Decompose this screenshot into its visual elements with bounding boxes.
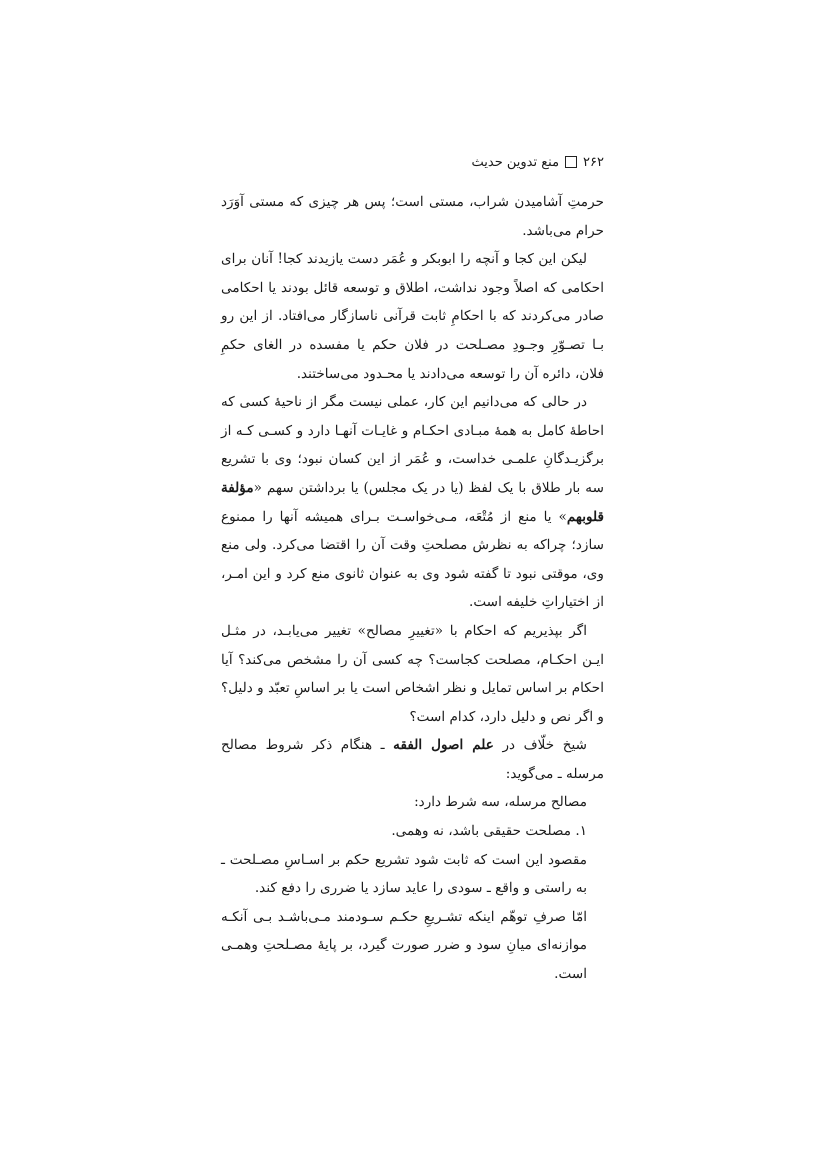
paragraph-1: حرمتِ آشامیدن شراب، مستی است؛ پس هر چیزی که مستی آوَرَد حرام می‌باشد. [221, 194, 604, 239]
quote-paragraph-1: مقصود این است که ثابت شود تشریع حکم بر اسـاسِ مصـلحت ـ به راستی و واقع ـ سودی را عاید سازد یا ضرری را دفع کند. [221, 851, 587, 897]
paragraph-3-text-b: » یا منع از مُتْعَه، مـی‌خواسـت بـرای همیشه آنها را ممنوع سازد؛ چراکه به نظرش مصلحتِ وقت آن را اقتضا می‌کرد. ولی منع وی، موقتی نبود تا گفته شود وی به عنوان ثانوی منع کرد و این امـر، از اختیاراتِ خلیفه است. [221, 508, 604, 611]
paragraph-4: اگر بپذیریم که احکام با «تغییرِ مصالح» تغییر می‌یابـد، در مثـل ایـن احکـام، مصلحت کجاست؟ چه کسی آن را مشخص می‌کند؟ آیا احکام بر اساس تمایل و نظر اشخاص است یا بر اساسِ تعبّد و دلیل؟ و اگر نص و دلیل دارد، کدام است؟ [221, 622, 604, 725]
paragraph-5-text-a: شیخ خلّاف در [493, 737, 587, 754]
paragraph-5 [221, 731, 604, 788]
quote-line-2: ۱. مصلحت حقیقی باشد، نه وهمی. [391, 823, 587, 840]
paragraph-5-text-b: ـ هنگام ذکر شروط مصالح مرسله ـ می‌گوید: [221, 737, 604, 782]
block-quote [221, 788, 604, 988]
square-ornament-icon [565, 156, 577, 168]
paragraph-2: لیکن این کجا و آنچه را ابوبکر و عُمَر دست یازیدند کجا! آنان برای احکامی که اصلاً وجود نداشت، اطلاق و توسعه قائل بودند یا احکامی صادر می‌کردند که با احکامِ ثابت قرآنی ناسازگار می‌افتاد. از این رو بـا تصـوّرِ وجـودِ مصـلحت در فلان حکم یا مفسده در الغای حکمِ فلان، دائره آن را توسعه می‌دادند یا محـدود می‌ساختند. [221, 251, 604, 382]
page-header [221, 150, 604, 174]
paragraph-3-bold-term: مؤلفة قلوبهم [221, 479, 604, 525]
paragraph-5-book-name: علم اصول الفقه [393, 737, 494, 754]
quote-line-1: مصالح مرسله، سه شرط دارد: [414, 794, 587, 811]
page-number: ۲۶۲ [583, 154, 604, 170]
quote-paragraph-2: امّا صرفِ توهّم اینکه تشـریعِ حکـم سـودمند مـی‌باشـد بـی آنکـه موازنه‌ای میانِ سود و ضرر صورت گیرد، بر پایهٔ مصـلحتِ وهمـی است. [221, 908, 587, 983]
book-title: منع تدوین حدیث [471, 154, 560, 170]
paragraph-3-text-a: در حالی که می‌دانیم این کار، عملی نیست مگر از ناحیهٔ کسی که احاطهٔ کامل به همهٔ مبـادی احکـام و غایـات آنهـا دارد و کسـی کـه از برگزیـدگانِ علمـی خداست، و عُمَر از این کسان نبود؛ وی با تشریع سه بار طلاق با یک لفظ (یا در یک مجلس) یا برداشتن سهم « [221, 394, 604, 496]
paragraph-3 [221, 388, 604, 617]
page-content [221, 150, 604, 989]
